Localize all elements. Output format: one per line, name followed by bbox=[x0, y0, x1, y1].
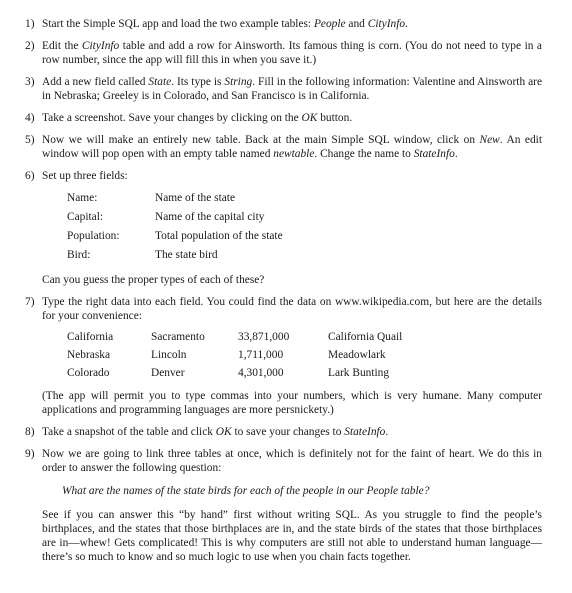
field-name: Bird: bbox=[67, 249, 91, 261]
item-text: Now we are going to link three tables at once, which is definitely not for the faint of heart. We do this in order to answer the following question: bbox=[42, 448, 542, 474]
field-row bbox=[67, 210, 542, 229]
item-number: 6) bbox=[25, 170, 35, 182]
states-note: (The app will permit you to type commas into your numbers, which is very humane. Many computer applications and programming languages are more persnickety.) bbox=[42, 390, 542, 416]
item-text: Take a screenshot. Save your changes by clicking on the OK button. bbox=[42, 112, 353, 124]
list-item bbox=[25, 75, 542, 103]
item-number: 7) bbox=[25, 296, 35, 308]
fields-table bbox=[67, 191, 542, 267]
table-row bbox=[67, 330, 542, 348]
state-cell: Colorado bbox=[67, 367, 110, 379]
capital-cell: Lincoln bbox=[151, 349, 187, 361]
fields-question: Can you guess the proper types of each of these? bbox=[42, 274, 265, 286]
field-name: Capital: bbox=[67, 211, 104, 223]
list-item bbox=[25, 111, 542, 125]
item-number: 3) bbox=[25, 76, 35, 88]
item-text: Take a snapshot of the table and click OK to save your changes to StateInfo. bbox=[42, 426, 389, 438]
closing-paragraph: See if you can answer this “by hand” first without writing SQL. As you struggle to find the people’s birthplaces, and the states that those birthplaces are in, and the state birds of the states that those birthplaces are in—whew! Gets complicated! This is why computers are still not able to understand human language—there’s so much to know and so much logic to use when you chain facts together. bbox=[42, 509, 542, 563]
population-cell: 33,871,000 bbox=[238, 331, 290, 343]
field-desc: Name of the capital city bbox=[155, 211, 265, 223]
item-number: 9) bbox=[25, 448, 35, 460]
capital-cell: Denver bbox=[151, 367, 185, 379]
field-desc: Name of the state bbox=[155, 192, 236, 204]
field-name: Population: bbox=[67, 230, 120, 242]
capital-cell: Sacramento bbox=[151, 331, 205, 343]
list-item bbox=[25, 169, 542, 287]
list-item bbox=[25, 295, 542, 417]
table-row bbox=[67, 366, 542, 384]
bird-cell: Lark Bunting bbox=[328, 367, 390, 379]
item-text: Type the right data into each field. You could find the data on www.wikipedia.com, but here are the details for your convenience: bbox=[42, 296, 542, 322]
list-item bbox=[25, 17, 542, 31]
item-text: Start the Simple SQL app and load the two example tables: People and CityInfo. bbox=[42, 18, 408, 30]
field-desc: The state bird bbox=[155, 249, 218, 261]
field-row bbox=[67, 191, 542, 210]
item-text: Now we will make an entirely new table. Back at the main Simple SQL window, click on New. An edit window will pop open with an empty table named newtable. Change the name to StateInfo. bbox=[42, 134, 542, 160]
states-table bbox=[67, 330, 542, 384]
item-number: 4) bbox=[25, 112, 35, 124]
field-desc: Total population of the state bbox=[155, 230, 283, 242]
field-row bbox=[67, 248, 542, 267]
population-cell: 1,711,000 bbox=[238, 349, 284, 361]
item-text: Edit the CityInfo table and add a row for Ainsworth. Its famous thing is corn. (You do not need to type in a row number, since the app will fill this in when you save it.) bbox=[42, 40, 542, 66]
population-cell: 4,301,000 bbox=[238, 367, 284, 379]
item-number: 1) bbox=[25, 18, 35, 30]
bird-cell: California Quail bbox=[328, 331, 403, 343]
item-number: 8) bbox=[25, 426, 35, 438]
list-item bbox=[25, 447, 542, 564]
item-text: Set up three fields: bbox=[42, 170, 128, 182]
item-number: 5) bbox=[25, 134, 35, 146]
state-cell: California bbox=[67, 331, 114, 343]
list-item bbox=[25, 425, 542, 439]
list-item bbox=[25, 39, 542, 67]
item-text: Add a new field called State. Its type is String. Fill in the following information: Valentine and Ainsworth are in Nebraska; Greeley is in Colorado, and San Francisco is in California. bbox=[42, 76, 542, 102]
list-item bbox=[25, 133, 542, 161]
field-name: Name: bbox=[67, 192, 98, 204]
field-row bbox=[67, 229, 542, 248]
item-number: 2) bbox=[25, 40, 35, 52]
bird-cell: Meadowlark bbox=[328, 349, 386, 361]
instruction-list bbox=[25, 17, 542, 564]
table-row bbox=[67, 348, 542, 366]
question-text: What are the names of the state birds for each of the people in our People table? bbox=[62, 485, 430, 497]
state-cell: Nebraska bbox=[67, 349, 111, 361]
